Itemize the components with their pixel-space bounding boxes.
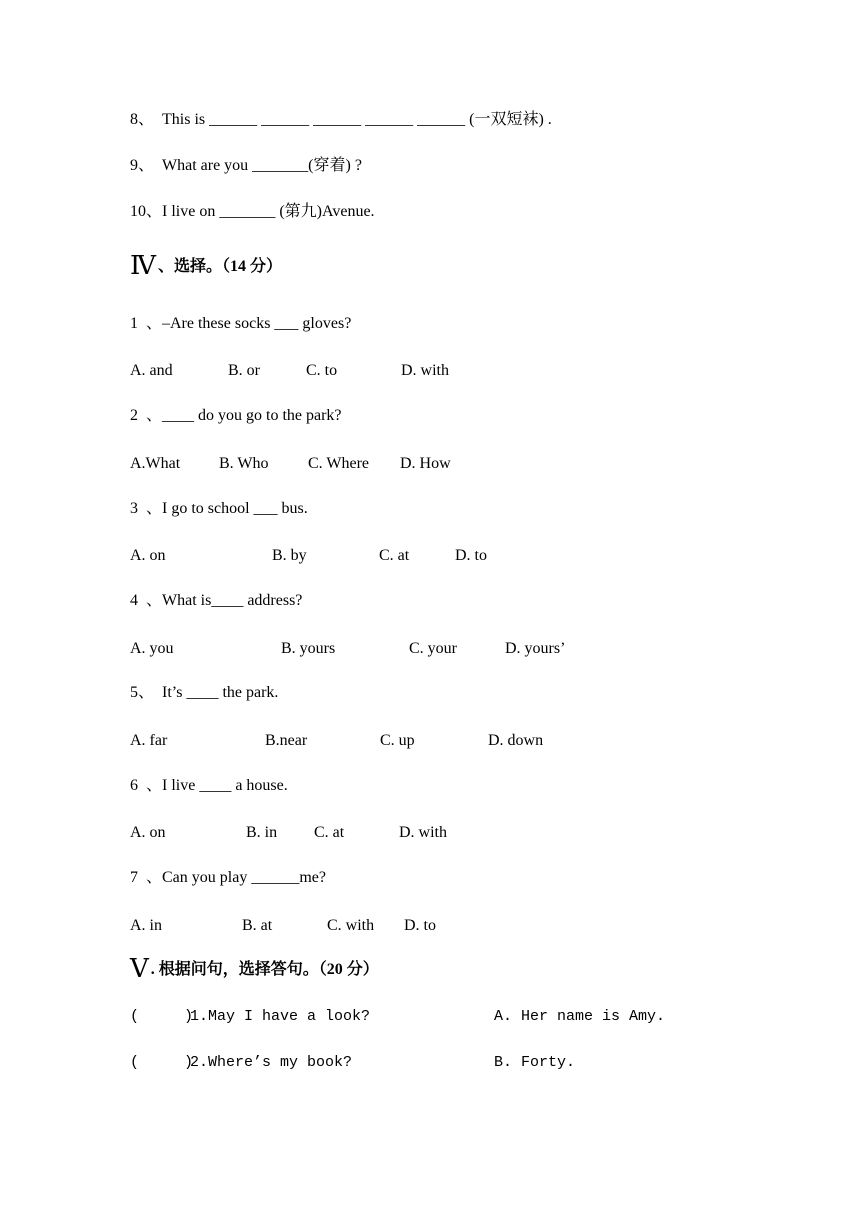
- section-5-numeral: Ⅴ: [130, 954, 149, 983]
- mc-5-option-b: B.near: [265, 732, 308, 749]
- section-4-numeral: Ⅳ: [130, 251, 156, 280]
- mc-7-option-a: A. in: [130, 917, 162, 934]
- mc-4-option-c: C. your: [409, 640, 457, 657]
- match-answer-b: B. Forty.: [494, 1054, 576, 1071]
- mc-3-option-d: D. to: [455, 547, 487, 564]
- match-2-bracket: ( ): [130, 1054, 194, 1071]
- mc-2-option-b: B. Who: [219, 455, 269, 472]
- mc-question-3: 3 、I go to school ___ bus.: [130, 500, 308, 517]
- mc-4-option-d: D. yours’: [505, 640, 566, 657]
- mc-question-5: 5、 It’s ____ the park.: [130, 684, 279, 701]
- mc-3-option-c: C. at: [379, 547, 410, 564]
- mc-2-option-d: D. How: [400, 455, 451, 472]
- mc-6-option-d: D. with: [399, 824, 447, 841]
- mc-7-option-c: C. with: [327, 917, 375, 934]
- mc-5-option-d: D. down: [488, 732, 544, 749]
- mc-6-option-a: A. on: [130, 824, 166, 841]
- fill-item-8: 8、 This is ______ ______ ______ ______ ______ (一双短袜) .: [130, 111, 552, 128]
- mc-question-6: 6 、I live ____ a house.: [130, 777, 288, 794]
- fill-item-9: 9、 What are you _______(穿着) ?: [130, 157, 362, 174]
- mc-2-option-c: C. Where: [308, 455, 370, 472]
- fill-item-10: 10、I live on _______ (第九)Avenue.: [130, 203, 375, 220]
- match-2-question: 2.Where’s my book?: [190, 1054, 353, 1071]
- mc-question-1: 1 、–Are these socks ___ gloves?: [130, 315, 352, 332]
- mc-6-option-c: C. at: [314, 824, 345, 841]
- match-1-question: 1.May I have a look?: [190, 1008, 371, 1025]
- mc-2-option-a: A.What: [130, 455, 181, 472]
- mc-question-7: 7 、Can you play ______me?: [130, 869, 326, 886]
- mc-7-option-b: B. at: [242, 917, 273, 934]
- mc-question-2: 2 、____ do you go to the park?: [130, 407, 342, 424]
- mc-question-4: 4 、What is____ address?: [130, 592, 303, 609]
- mc-6-option-b: B. in: [246, 824, 278, 841]
- mc-3-option-a: A. on: [130, 547, 166, 564]
- match-answer-a: A. Her name is Amy.: [494, 1008, 666, 1025]
- section-4-title: 、选择。（14 分）: [157, 258, 282, 275]
- mc-4-option-a: A. you: [130, 640, 174, 657]
- mc-1-option-a: A. and: [130, 362, 173, 379]
- section-4-heading: [130, 251, 282, 280]
- section-5-heading: [130, 954, 379, 983]
- mc-3-option-b: B. by: [272, 547, 307, 564]
- mc-5-option-c: C. up: [380, 732, 415, 749]
- section-5-title: . 根据问句，选择答句。（20 分）: [150, 961, 379, 978]
- mc-4-option-b: B. yours: [281, 640, 336, 657]
- mc-7-option-d: D. to: [404, 917, 436, 934]
- mc-1-option-d: D. with: [401, 362, 449, 379]
- mc-1-option-c: C. to: [306, 362, 338, 379]
- match-1-bracket: ( ): [130, 1008, 194, 1025]
- mc-1-option-b: B. or: [228, 362, 260, 379]
- mc-5-option-a: A. far: [130, 732, 168, 749]
